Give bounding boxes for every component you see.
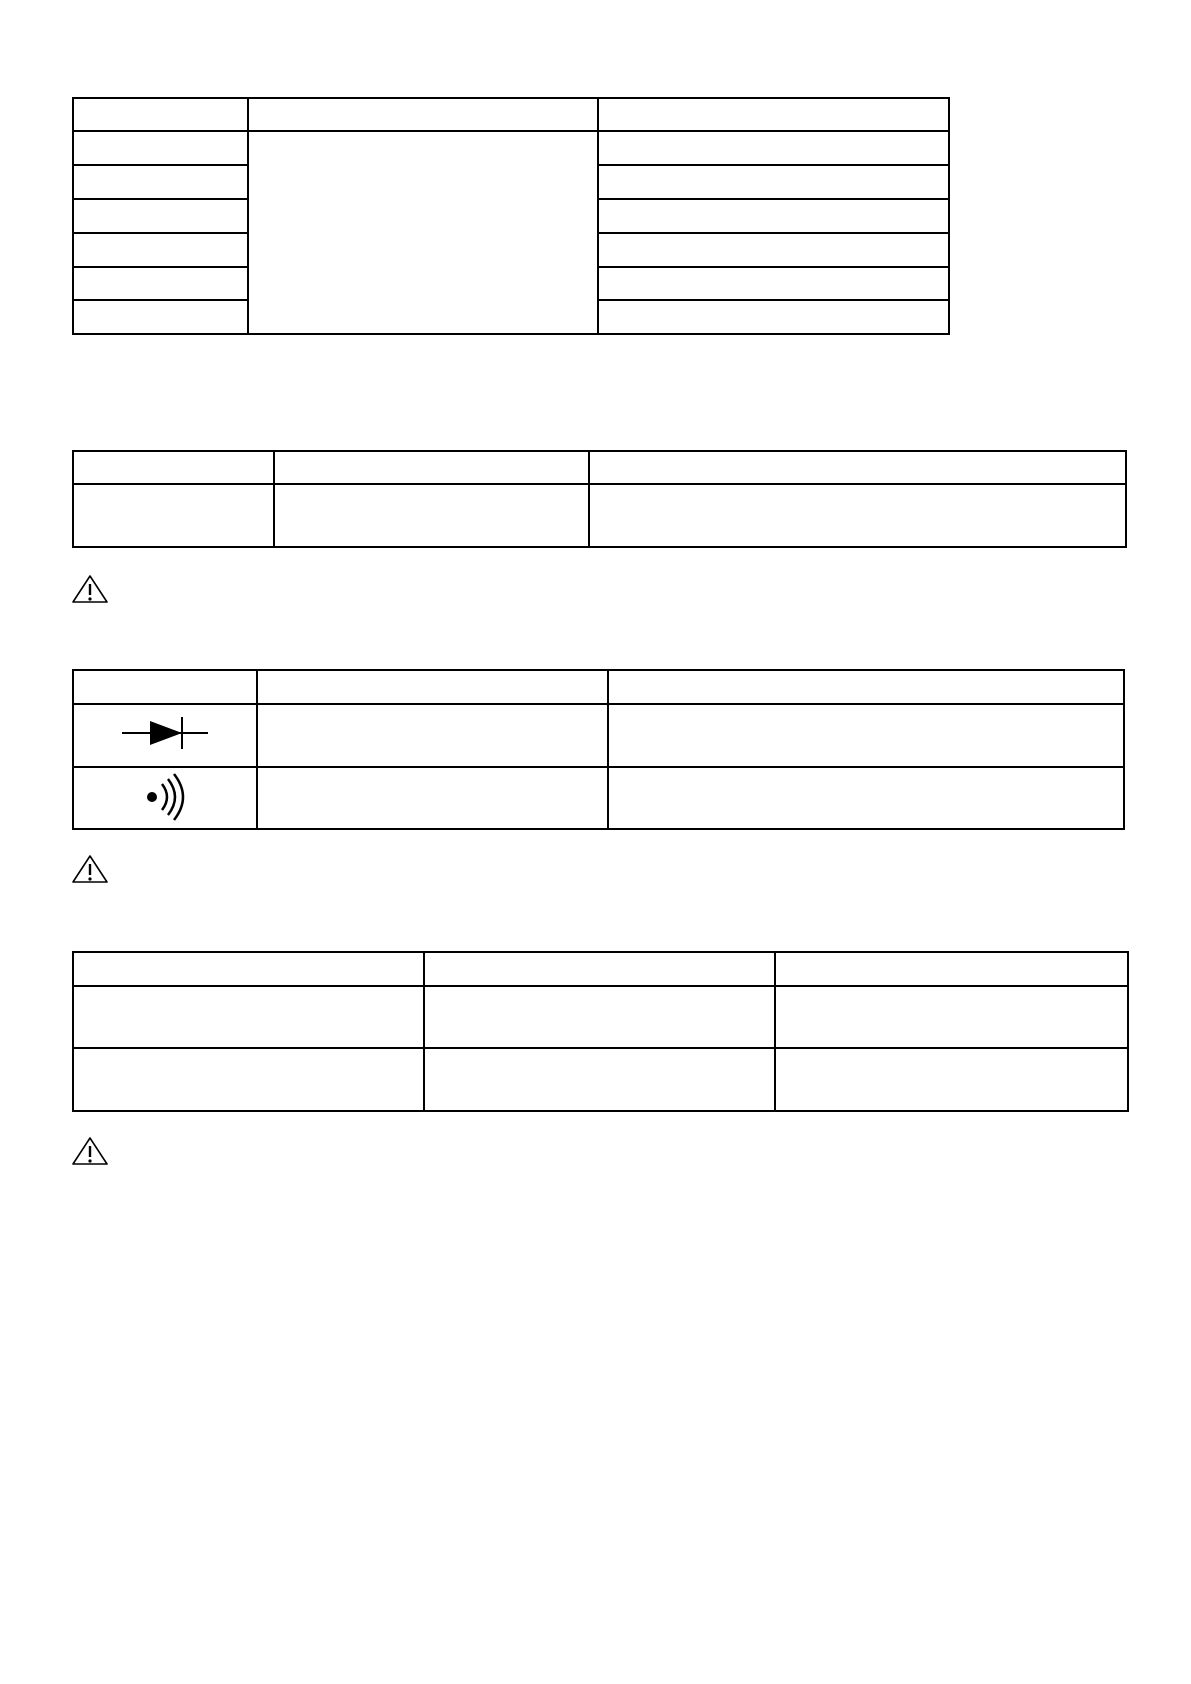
table-2-cell bbox=[589, 484, 1126, 547]
table-1-cell bbox=[73, 267, 248, 300]
table-3-cell bbox=[257, 767, 608, 829]
table-4-header-cell-2 bbox=[424, 952, 775, 986]
table-2-header-cell-2 bbox=[274, 451, 589, 484]
warning-triangle-icon bbox=[71, 574, 109, 604]
table-2-header-cell-1 bbox=[73, 451, 274, 484]
table-3-cell bbox=[608, 767, 1124, 829]
table-3-cell bbox=[257, 704, 608, 767]
table-3-header-cell-1 bbox=[73, 670, 257, 704]
table-3-cell bbox=[608, 704, 1124, 767]
continuity-buzzer-icon bbox=[140, 771, 190, 821]
table-4-header-cell-3 bbox=[775, 952, 1128, 986]
diode-symbol-icon bbox=[120, 713, 210, 753]
table-1-cell bbox=[598, 267, 949, 300]
table-1-cell bbox=[73, 300, 248, 334]
table-3-header-cell-3 bbox=[608, 670, 1124, 704]
table-4 bbox=[72, 951, 1129, 1112]
table-3-header-cell-2 bbox=[257, 670, 608, 704]
table-1-cell bbox=[598, 199, 949, 233]
table-4-cell bbox=[424, 1048, 775, 1111]
table-3-continuity-cell bbox=[73, 767, 257, 829]
table-4-cell bbox=[424, 986, 775, 1048]
table-4-header-cell-1 bbox=[73, 952, 424, 986]
table-1-cell bbox=[73, 199, 248, 233]
table-1-cell bbox=[73, 165, 248, 199]
table-2-cell bbox=[73, 484, 274, 547]
table-4-cell bbox=[73, 1048, 424, 1111]
table-1-header-cell-1 bbox=[73, 98, 248, 131]
table-1-header-cell-2 bbox=[248, 98, 598, 131]
table-4-cell bbox=[775, 986, 1128, 1048]
table-1-cell bbox=[598, 300, 949, 334]
warning-triangle-icon bbox=[71, 854, 109, 884]
table-1-cell bbox=[73, 131, 248, 165]
table-1-cell bbox=[73, 233, 248, 267]
table-1-cell bbox=[598, 165, 949, 199]
table-3-diode-cell bbox=[73, 704, 257, 767]
table-2-header-cell-3 bbox=[589, 451, 1126, 484]
table-2 bbox=[72, 450, 1127, 548]
table-1-cell bbox=[598, 233, 949, 267]
table-1-cell bbox=[598, 131, 949, 165]
table-1-merged-cell bbox=[248, 131, 598, 334]
warning-triangle-icon bbox=[71, 1136, 109, 1166]
table-1-header-cell-3 bbox=[598, 98, 949, 131]
table-1 bbox=[72, 97, 950, 335]
table-3 bbox=[72, 669, 1125, 830]
table-4-cell bbox=[73, 986, 424, 1048]
table-2-cell bbox=[274, 484, 589, 547]
table-4-cell bbox=[775, 1048, 1128, 1111]
